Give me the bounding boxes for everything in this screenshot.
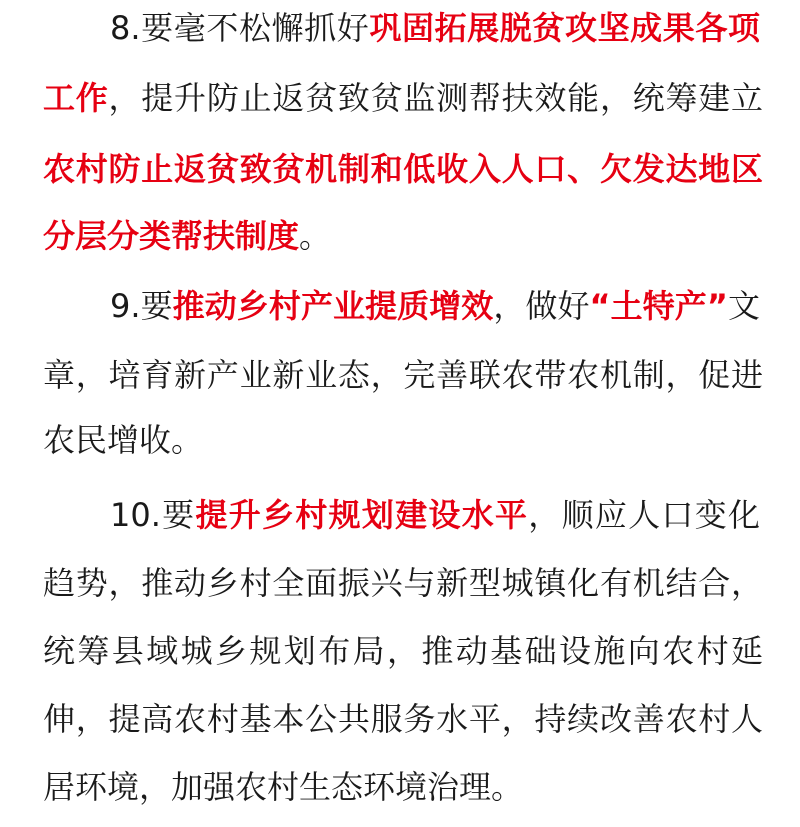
highlight-run: 分层分类帮扶制度 xyxy=(43,217,300,255)
text-run: 9.要 xyxy=(110,287,173,325)
paragraph-9-line-2 xyxy=(43,347,763,403)
text-run: ，做好 xyxy=(493,287,590,325)
paragraph-10-line-3 xyxy=(43,623,763,679)
paragraph-10-line-5 xyxy=(43,759,763,815)
text-run: ，提升防止返贫致贫监测帮扶效能，统筹建立 xyxy=(108,79,763,117)
highlight-run: 巩固拓展脱贫攻坚成果各项 xyxy=(369,9,760,47)
text-run: 章，培育新产业新业态，完善联农带农机制，促进 xyxy=(43,356,763,394)
text-run: 10.要 xyxy=(110,496,196,534)
paragraph-10-line-1 xyxy=(110,487,760,543)
paragraph-10-line-2 xyxy=(43,555,763,611)
text-run: 农民增收。 xyxy=(43,421,204,459)
paragraph-8-line-4 xyxy=(43,208,763,264)
text-run: ，顺应人口变化 xyxy=(528,496,760,534)
text-run: 文 xyxy=(727,287,760,325)
paragraph-8-line-2 xyxy=(43,70,763,126)
highlight-run: 推动乡村产业提质增效 xyxy=(172,287,494,325)
text-run: 统筹县域城乡规划布局，推动基础设施向农村延 xyxy=(43,632,763,670)
paragraph-8-line-3 xyxy=(43,141,763,197)
text-run: 伸，提高农村基本公共服务水平，持续改善农村人 xyxy=(43,700,763,738)
text-run: 。 xyxy=(299,217,332,255)
paragraph-9-line-1 xyxy=(110,278,760,334)
text-run: 居环境，加强农村生态环境治理。 xyxy=(43,768,524,806)
highlight-run: 提升乡村规划建设水平 xyxy=(195,496,529,534)
paragraph-10-line-4 xyxy=(43,691,763,747)
highlight-run: 农村防止返贫致贫机制和低收入人口、欠发达地区 xyxy=(43,150,763,188)
text-run: 趋势，推动乡村全面振兴与新型城镇化有机结合， xyxy=(43,564,763,602)
text-run: 8.要毫不松懈抓好 xyxy=(110,9,370,47)
highlight-run: “土特产” xyxy=(589,287,728,325)
paragraph-8-line-1 xyxy=(110,0,760,56)
paragraph-9-line-3 xyxy=(43,412,763,468)
highlight-run: 工作 xyxy=(43,79,109,117)
